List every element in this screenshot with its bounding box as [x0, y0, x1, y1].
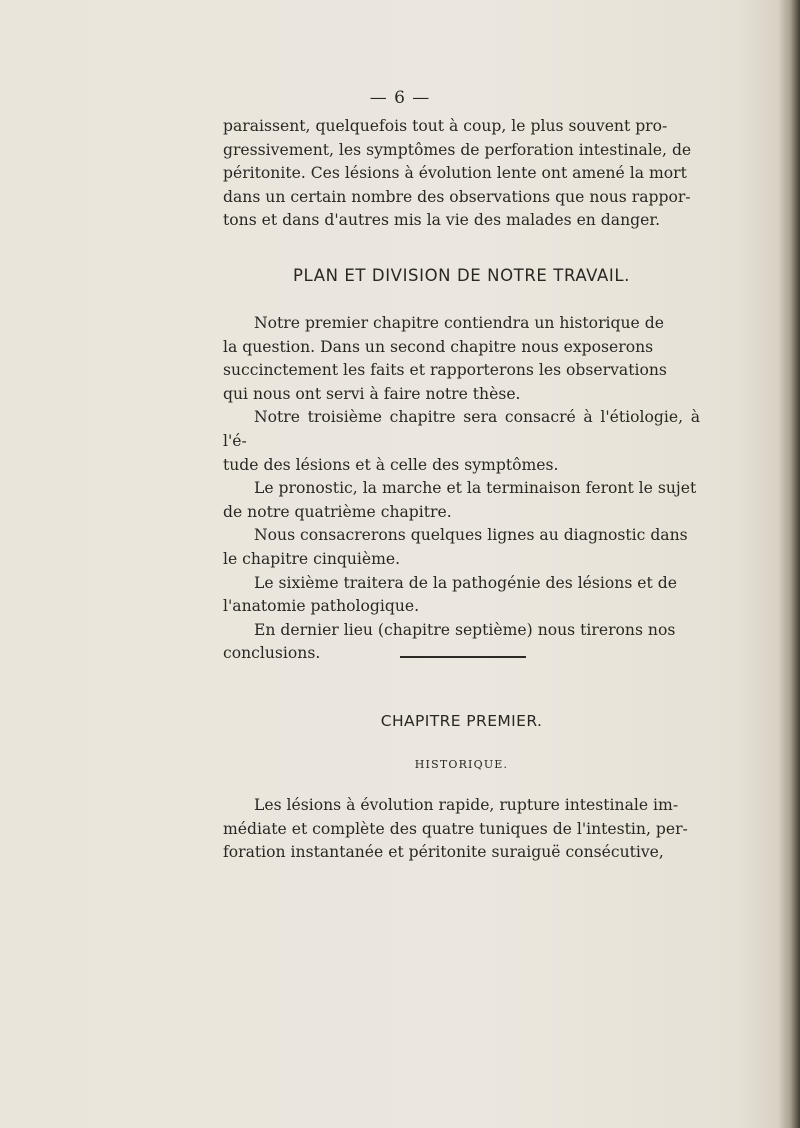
text-line: Le sixième traitera de la pathogénie des lésions et de — [254, 573, 677, 592]
plan-paragraphs — [223, 312, 700, 666]
text-line: Nous consacrerons quelques lignes au diagnostic dans — [254, 526, 688, 545]
text-line: de notre quatrième chapitre. — [223, 502, 452, 521]
page-number: — 6 — — [369, 88, 431, 108]
text-line: médiate et complète des quatre tuniques de l'intestin, per- — [223, 819, 688, 838]
intro-paragraph — [223, 115, 700, 233]
text-line: tude des lésions et à celle des symptômes. — [223, 455, 559, 474]
chapter-title: CHAPITRE PREMIER. — [380, 712, 543, 730]
page-edge-shadow — [778, 0, 800, 1128]
text-line: Notre troisième chapitre sera consacré à l'étiologie, à l'é- — [223, 408, 700, 450]
text-line: dans un certain nombre des observations que nous rappor- — [223, 187, 691, 206]
text-line: conclusions. — [223, 644, 321, 663]
text-line: Notre premier chapitre contiendra un historique de — [254, 314, 664, 332]
text-line: gressivement, les symptômes de perforation intestinale, de — [223, 140, 692, 159]
text-line: la question. Dans un second chapitre nous exposerons — [223, 337, 654, 356]
section-title: HISTORIQUE. — [414, 758, 509, 771]
text-line: En dernier lieu (chapitre septième) nous tirerons nos — [254, 620, 676, 639]
text-line: péritonite. Ces lésions à évolution lente ont amené la mort — [223, 164, 687, 183]
text-line: paraissent, quelquefois tout à coup, le plus souvent pro- — [223, 117, 668, 135]
text-line: qui nous ont servi à faire notre thèse. — [223, 384, 521, 403]
text-line: l'anatomie pathologique. — [223, 597, 420, 616]
text-line: foration instantanée et péritonite suraiguë consécutive, — [223, 843, 664, 862]
text-line: Les lésions à évolution rapide, rupture intestinale im- — [254, 796, 679, 814]
text-line: succinctement les faits et rapporterons les observations — [223, 361, 667, 380]
plan-heading: PLAN ET DIVISION DE NOTRE TRAVAIL. — [292, 266, 631, 285]
historique-paragraph — [223, 794, 700, 865]
section-divider — [400, 656, 526, 658]
text-line: Le pronostic, la marche et la terminaison feront le sujet — [254, 479, 697, 498]
text-line: le chapitre cinquième. — [223, 549, 401, 568]
text-line: tons et dans d'autres mis la vie des malades en danger. — [223, 211, 661, 230]
